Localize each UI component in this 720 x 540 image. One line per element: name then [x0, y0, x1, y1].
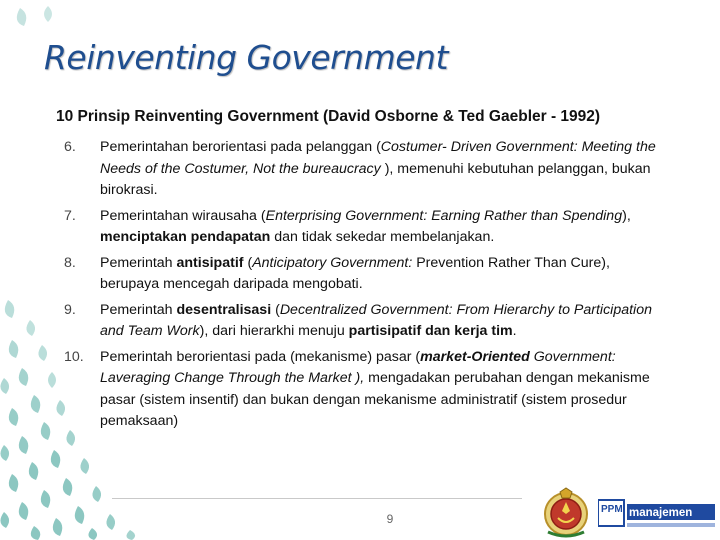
item-text: Pemerintah — [100, 254, 177, 271]
emblem-seal-icon — [540, 486, 592, 538]
list-item — [64, 137, 664, 202]
item-text: dan tidak sekedar membelanjakan. — [270, 229, 495, 245]
item-text: Pemerintahan berorientasi pada pelanggan ( — [100, 139, 381, 155]
item-text-italic: Decentralized Government: From Hierarchy to Participation and Team Work — [100, 301, 652, 339]
item-text: Pemerintah — [100, 301, 177, 318]
item-text: ( — [271, 301, 280, 318]
item-text: ), — [622, 207, 631, 224]
item-text-bold: desentralisasi — [176, 301, 272, 318]
list-item — [64, 347, 664, 433]
svg-text:PPM: PPM — [601, 504, 623, 515]
item-text-bold: partisipatif dan kerja tim — [348, 323, 513, 339]
item-number: 7. — [64, 207, 76, 224]
footer-divider — [112, 498, 522, 499]
item-text: ), dari hierarkhi menuju — [199, 323, 349, 339]
logo-text: manajemen — [629, 507, 693, 519]
page-number: 9 — [386, 512, 394, 526]
item-text: Pemerintah berorientasi pada (mekanisme) pasar ( — [100, 348, 421, 365]
list-item — [64, 253, 664, 296]
item-number: 8. — [64, 254, 76, 271]
list-item — [64, 206, 664, 249]
item-text: . — [512, 323, 517, 339]
item-text: ), memenuhi kebutuhan pelanggan, bukan birokrasi. — [100, 160, 651, 198]
item-text: mengadakan perubahan dengan mekanisme pasar (sistem insentif) dan bukan dengan mekanisme administratif (sistem prosedur pemaksaan) — [100, 370, 650, 429]
slide-title: Reinventing Government — [44, 38, 448, 77]
item-text: Pemerintahan wirausaha ( — [100, 207, 266, 224]
item-text: Prevention Rather Than Cure), berupaya mencegah daripada mengobati. — [100, 254, 610, 292]
slide-subtitle: 10 Prinsip Reinventing Government (David Osborne & Ted Gaebler - 1992) — [56, 108, 601, 125]
list-item — [64, 300, 664, 343]
principles-list — [64, 137, 664, 437]
item-text-italic: Costumer- Driven Government: Meeting the Needs of the Costumer, Not the bureaucracy — [100, 139, 656, 177]
item-text-bold: antisipatif — [176, 254, 244, 271]
item-text-bold: menciptakan pendapatan — [100, 229, 271, 245]
item-text-italic: Anticipatory Government: — [252, 254, 417, 271]
item-text-bold-italic: market-Oriented — [420, 348, 530, 365]
item-number: 6. — [64, 139, 76, 155]
item-number: 10. — [64, 348, 84, 365]
item-text-italic: Government: Laveraging Change Through the Market ), — [100, 348, 616, 386]
item-text: ( — [243, 254, 253, 271]
item-number: 9. — [64, 301, 76, 318]
item-text-italic: Enterprising Government: Earning Rather than Spending — [265, 207, 623, 224]
